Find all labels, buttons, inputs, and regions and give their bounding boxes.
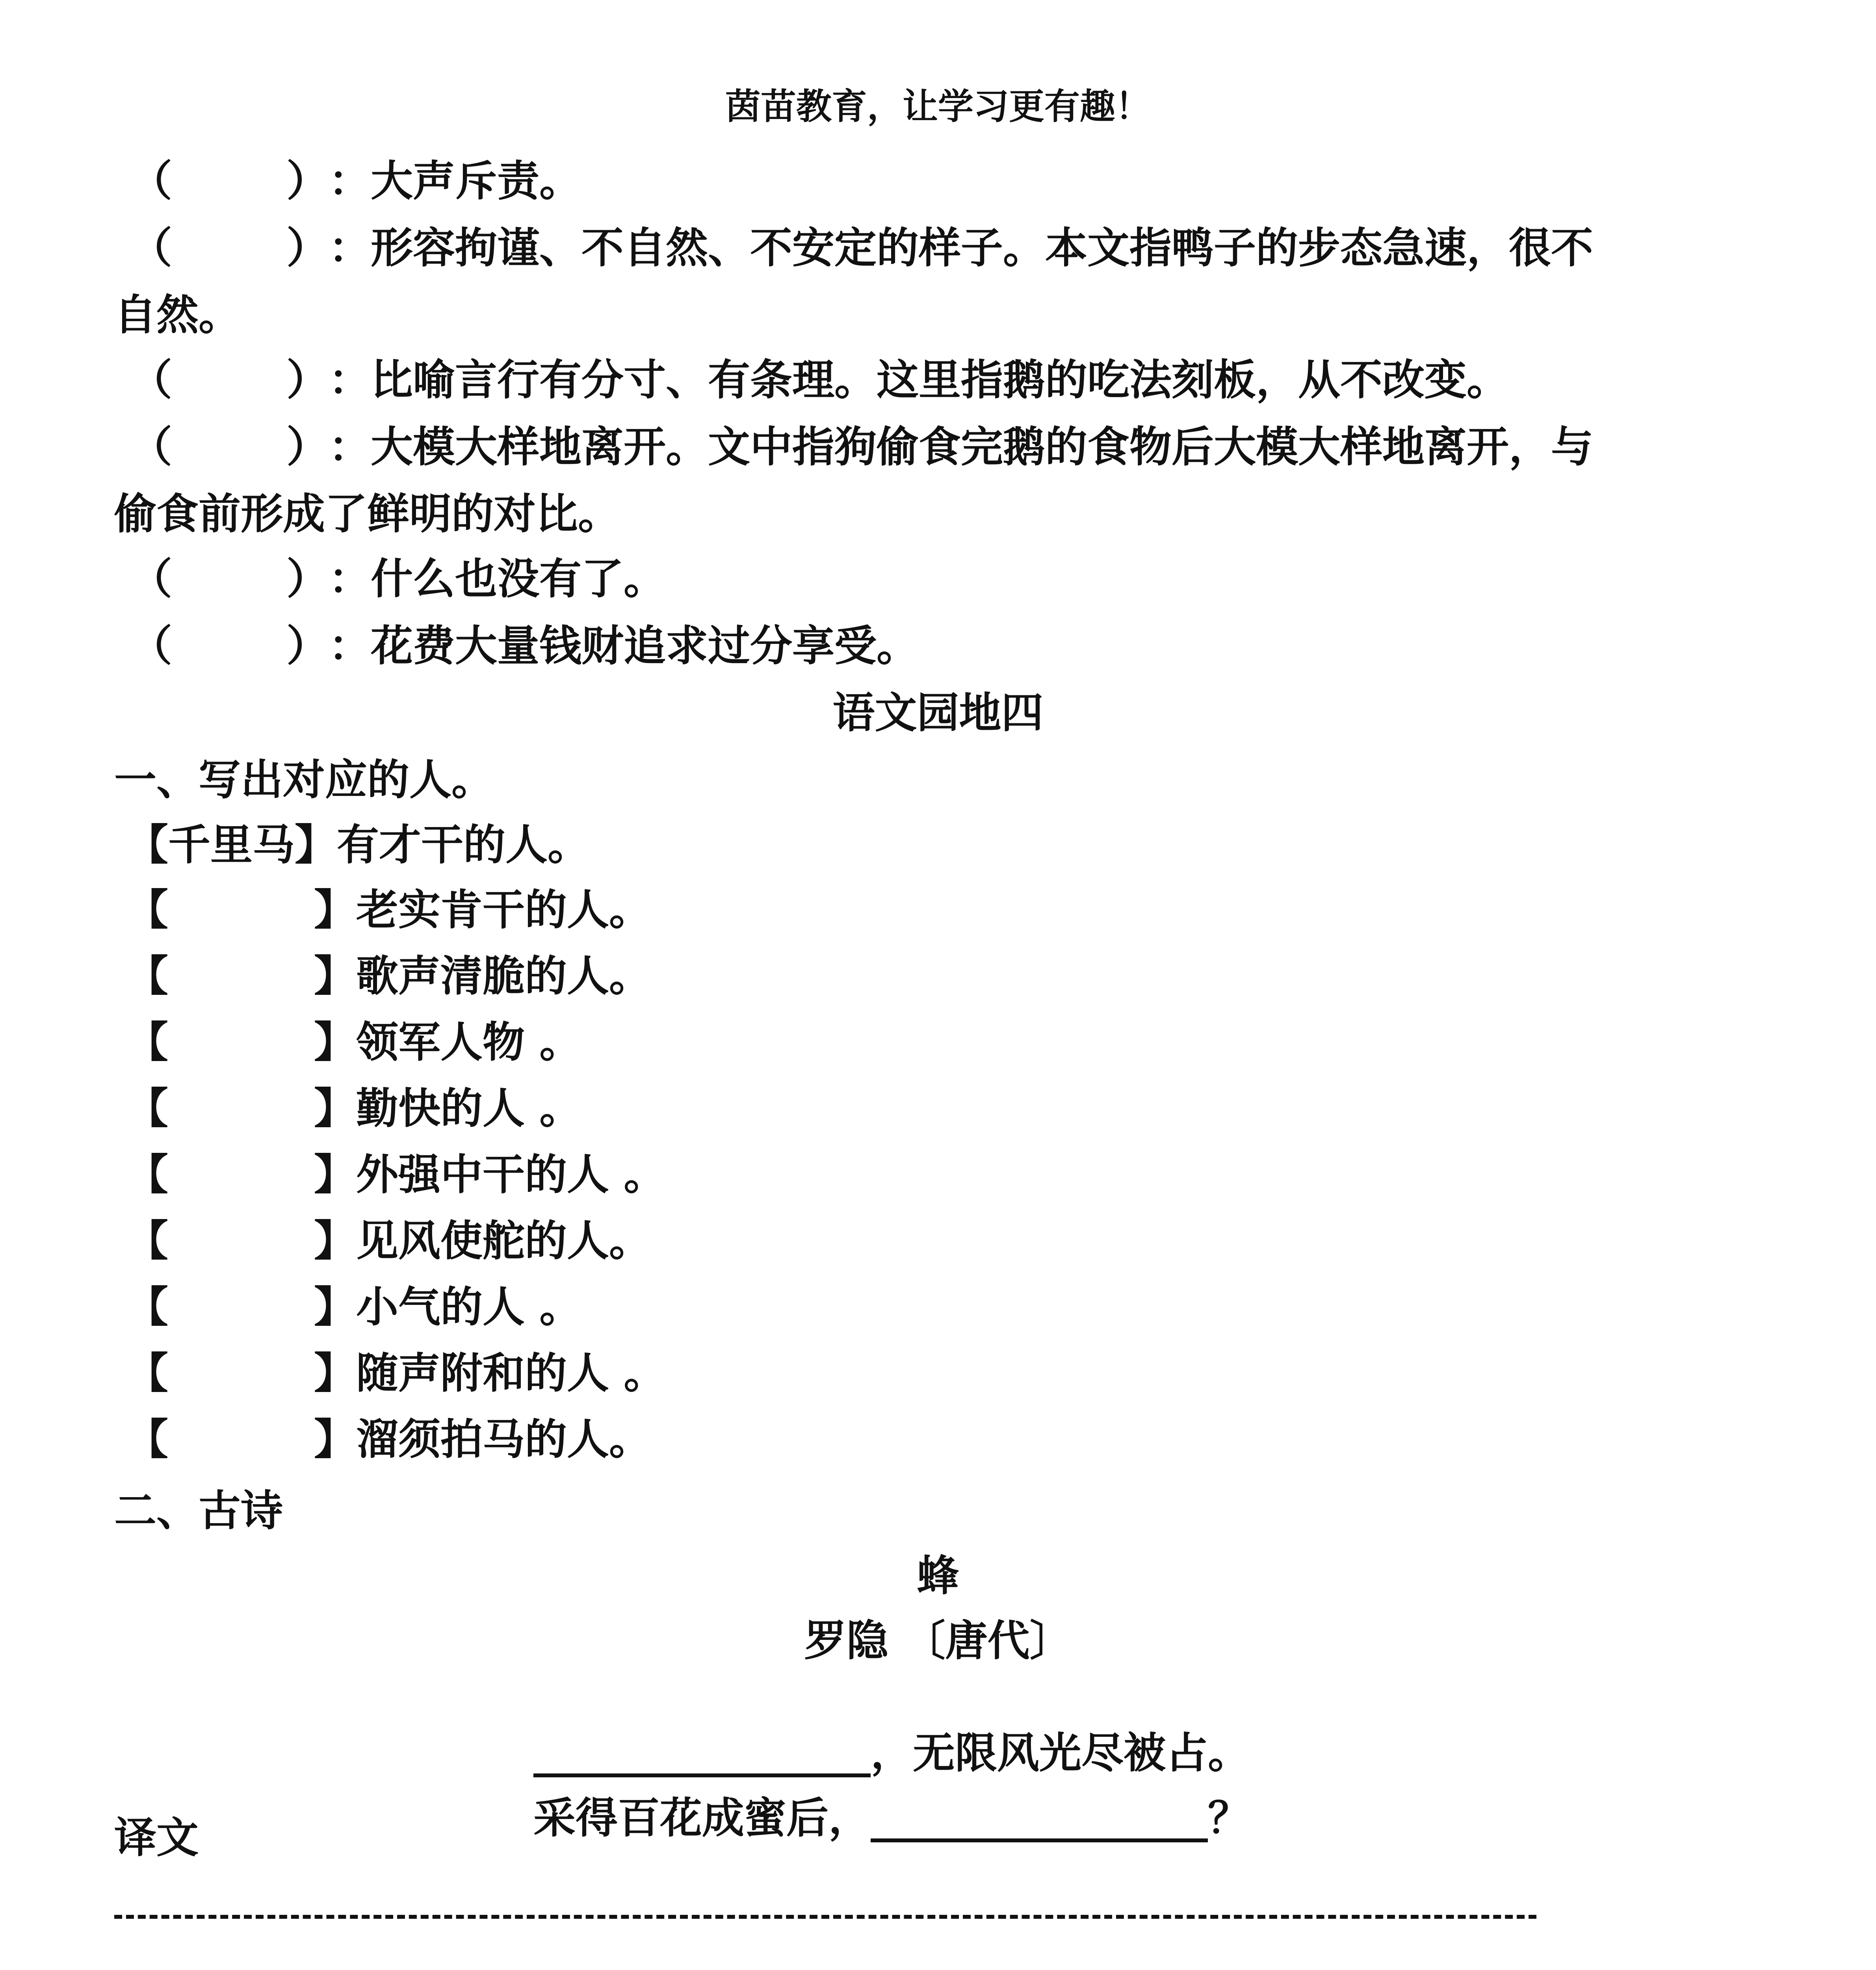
part2-heading: 二、古诗	[114, 1486, 283, 1535]
people-item	[126, 953, 651, 1000]
definition-continuation: 偷食前形成了鲜明的对比。	[114, 489, 620, 539]
people-item	[126, 886, 651, 934]
close-paren: ）	[286, 355, 329, 405]
open-bracket: 【	[126, 1150, 169, 1199]
open-bracket: 【	[126, 952, 169, 1001]
poem-line-2	[475, 1747, 1250, 1889]
close-paren: ）	[286, 223, 329, 273]
close-bracket: 】	[314, 1018, 357, 1067]
open-paren: （	[130, 355, 173, 405]
open-bracket: 【	[126, 1415, 169, 1464]
section-title: 语文园地四	[832, 688, 1044, 738]
definition-row	[130, 623, 919, 670]
open-paren: （	[130, 554, 173, 604]
people-item	[126, 1085, 581, 1132]
definition-text: ：什么也没有了。	[329, 554, 666, 604]
open-bracket: 【	[126, 1349, 169, 1398]
people-item	[126, 1350, 666, 1397]
people-description: 歌声清脆的人。	[356, 952, 652, 1001]
people-description: 领军人物 。	[356, 1018, 582, 1067]
definition-row	[130, 556, 666, 603]
open-bracket: 【	[126, 1282, 169, 1332]
definition-row	[130, 357, 1509, 404]
open-paren: （	[130, 621, 173, 671]
people-description: 老实肯干的人。	[356, 885, 652, 935]
poem-blank-2[interactable]: ________________	[871, 1793, 1208, 1843]
open-bracket: 【	[126, 885, 169, 935]
definition-row	[130, 225, 1593, 272]
close-paren: ）	[286, 156, 329, 206]
close-paren: ）	[286, 422, 329, 472]
definition-continuation: 自然。	[114, 290, 241, 340]
close-bracket: 】	[314, 1415, 357, 1464]
definition-text: ：形容拘谨、不自然、不安定的样子。本文指鸭子的步态急速，很不	[329, 223, 1594, 273]
translation-line-1[interactable]	[114, 1915, 1536, 1919]
people-item	[126, 1151, 666, 1199]
open-bracket: 【	[126, 1216, 169, 1266]
close-bracket: 】	[314, 1216, 357, 1266]
close-bracket: 】	[314, 1150, 357, 1199]
poem-line-2-text: 采得百花成蜜后，	[533, 1793, 871, 1843]
people-description: 见风使舵的人。	[356, 1216, 652, 1266]
people-description: 溜须拍马的人。	[356, 1415, 652, 1464]
poem-blank-1[interactable]: ________________	[533, 1728, 871, 1778]
poem-line-1-text: ，无限风光尽被占。	[871, 1728, 1250, 1778]
definition-text: ：花费大量钱财追求过分享受。	[329, 621, 919, 671]
close-bracket: 】	[314, 1349, 357, 1398]
close-paren: ）	[286, 621, 329, 671]
people-description: 随声附和的人 。	[356, 1349, 666, 1398]
close-bracket: 】	[314, 1282, 357, 1332]
close-bracket: 】	[314, 1084, 357, 1133]
translation-label: 译文	[114, 1813, 199, 1862]
definition-row	[130, 158, 581, 205]
close-bracket: 】	[314, 952, 357, 1001]
poem-line-2-end: ？	[1208, 1793, 1250, 1843]
part1-heading: 一、写出对应的人。	[114, 755, 494, 805]
open-bracket: 【	[126, 1084, 169, 1133]
close-paren: ）	[286, 554, 329, 604]
open-bracket: 【	[126, 1018, 169, 1067]
definition-row	[130, 424, 1593, 471]
poem-title: 蜂	[917, 1551, 959, 1600]
people-description: 勤快的人 。	[356, 1084, 582, 1133]
close-bracket: 】	[314, 885, 357, 935]
page-header: 茵苗教育，让学习更有趣！	[725, 85, 1151, 127]
people-item	[126, 1019, 581, 1066]
people-description: 小气的人 。	[356, 1282, 582, 1332]
definition-text: ：比喻言行有分寸、有条理。这里指鹅的吃法刻板，从不改变。	[329, 355, 1509, 405]
definition-text: ：大模大样地离开。文中指狗偷食完鹅的食物后大模大样地离开，与	[329, 422, 1594, 472]
people-description: 外强中干的人 。	[356, 1150, 666, 1199]
people-item	[126, 1217, 651, 1265]
open-paren: （	[130, 156, 173, 206]
open-paren: （	[130, 223, 173, 273]
poem-author: 罗隐 〔唐代〕	[804, 1616, 1072, 1665]
definition-text: ：大声斥责。	[329, 156, 582, 206]
people-item	[126, 1284, 581, 1331]
part1-example: 【千里马】有才干的人。	[126, 820, 590, 870]
open-paren: （	[130, 422, 173, 472]
people-item	[126, 1416, 651, 1463]
